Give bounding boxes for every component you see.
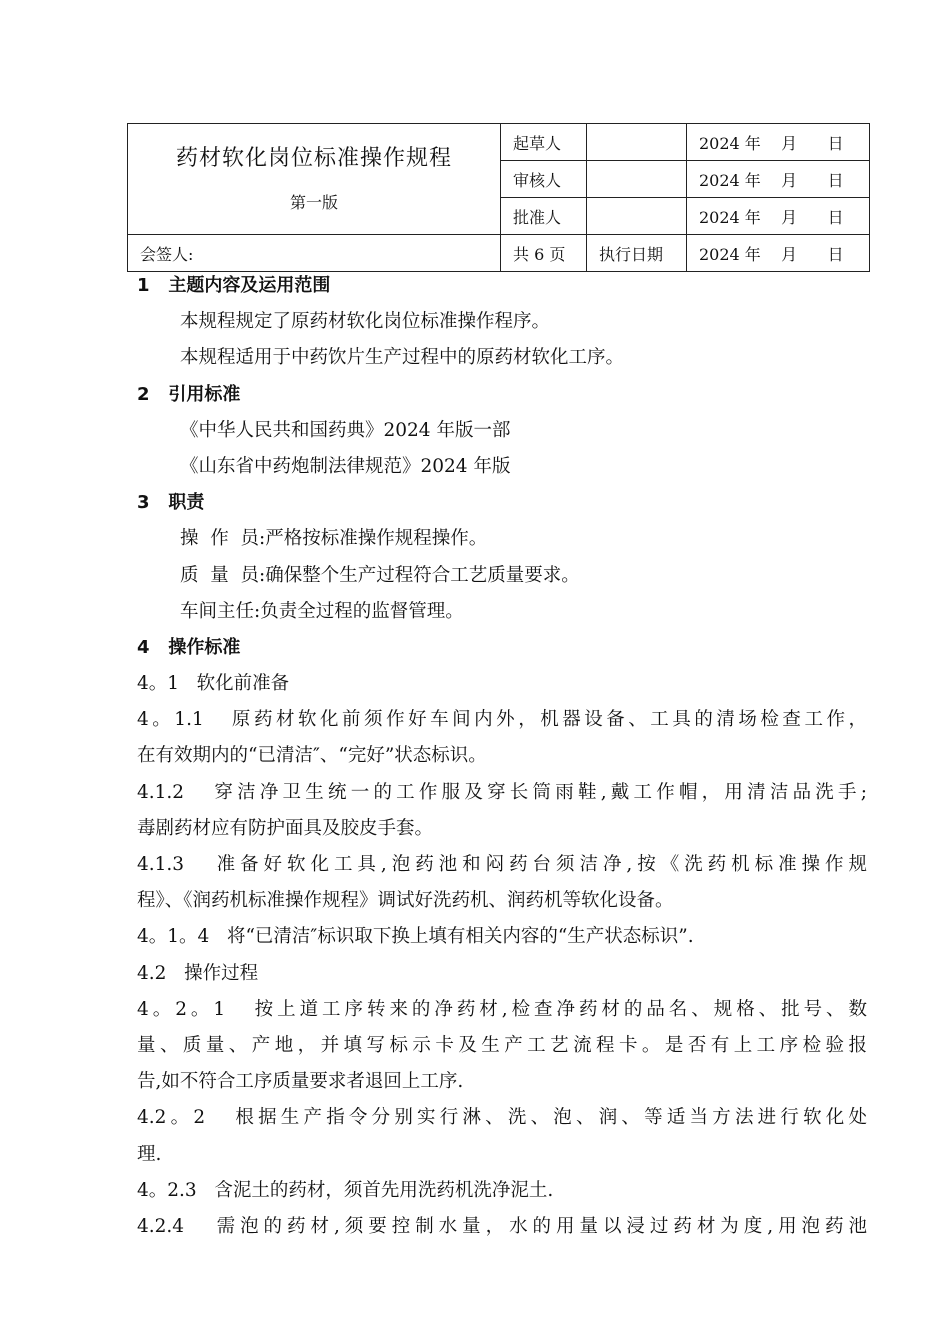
section-4-heading: 4 操作标准	[137, 636, 241, 658]
duty-item: 操 作 员:严格按标准操作规程操作。	[180, 528, 488, 550]
exec-date-label: 执行日期	[587, 235, 687, 272]
clause-line: 4。2.3 含泥土的药材，须首先用洗药机洗净泥土.	[137, 1179, 554, 1201]
drafter-label: 起草人	[501, 124, 587, 161]
clause-line: 4.2.4 需泡的药材,须要控制水量，水的用量以浸过药材为度,用泡药池	[137, 1215, 867, 1237]
duty-item: 质 量 员:确保整个生产过程符合工艺质量要求。	[180, 564, 580, 586]
section-3-heading: 3 职责	[137, 492, 205, 514]
clause-line: 4。1。4 将“已清洁″标识取下换上填有相关内容的“生产状态标识”.	[137, 926, 694, 948]
clause-line: 告,如不符合工序质量要求者退回上工序.	[137, 1071, 464, 1093]
clause-line: 在有效期内的“已清洁″、“完好”状态标识。	[137, 745, 487, 767]
subsection-heading: 4.2 操作过程	[137, 962, 259, 984]
clause-line: 量、质量、产地，并填写标示卡及生产工艺流程卡。是否有上工序检验报	[137, 1034, 867, 1056]
reviewer-label: 审核人	[501, 161, 587, 198]
clause-line: 4。2。1 按上道工序转来的净药材,检查净药材的品名、规格、批号、数	[137, 998, 867, 1020]
drafter-value	[587, 124, 687, 161]
exec-date-value: 2024 年 月 日	[687, 235, 870, 272]
subsection-heading: 4。1 软化前准备	[137, 673, 290, 695]
title-cell	[128, 124, 501, 235]
clause-line: 程》、《润药机标准操作规程》调试好洗药机、润药机等软化设备。	[137, 890, 674, 912]
document-edition: 第一版	[289, 193, 338, 212]
reviewer-date: 2024 年 月 日	[687, 161, 870, 198]
approver-label: 批准人	[501, 198, 587, 235]
clause-line: 4.1.2 穿洁净卫生统一的工作服及穿长筒雨鞋,戴工作帽，用清洁品洗手;	[137, 781, 867, 803]
section-1-paragraph: 本规程规定了原药材软化岗位标准操作程序。	[180, 311, 551, 333]
document-body	[137, 268, 867, 1245]
reviewer-value	[587, 161, 687, 198]
duty-item: 车间主任:负责全过程的监督管理。	[180, 600, 464, 622]
clause-line: 4。1.1 原药材软化前须作好车间内外，机器设备、工具的清场检查工作，	[137, 709, 867, 731]
document-title: 药材软化岗位标准操作规程	[175, 146, 452, 171]
document-header-table	[127, 123, 870, 272]
page-count: 共 6 页	[501, 235, 587, 272]
clause-line: 理.	[137, 1143, 162, 1165]
section-1-paragraph: 本规程适用于中药饮片生产过程中的原药材软化工序。	[180, 347, 625, 369]
approver-date: 2024 年 月 日	[687, 198, 870, 235]
reference-item: 《中华人民共和国药典》2024 年版一部	[180, 419, 511, 441]
section-1-heading: 1 主题内容及运用范围	[137, 275, 331, 296]
section-2-heading: 2 引用标准	[137, 383, 241, 405]
clause-line: 毒剧药材应有防护面具及胶皮手套。	[137, 817, 434, 839]
reference-item: 《山东省中药炮制法律规范》2024 年版	[180, 455, 511, 477]
approver-value	[587, 198, 687, 235]
clause-line: 4.1.3 准备好软化工具,泡药池和闷药台须洁净,按《洗药机标准操作规	[137, 854, 867, 875]
countersign-label: 会签人:	[128, 235, 501, 272]
drafter-date: 2024 年 月 日	[687, 124, 870, 161]
clause-line: 4.2。2 根据生产指令分别实行淋、洗、泡、润、等适当方法进行软化处	[137, 1107, 867, 1129]
